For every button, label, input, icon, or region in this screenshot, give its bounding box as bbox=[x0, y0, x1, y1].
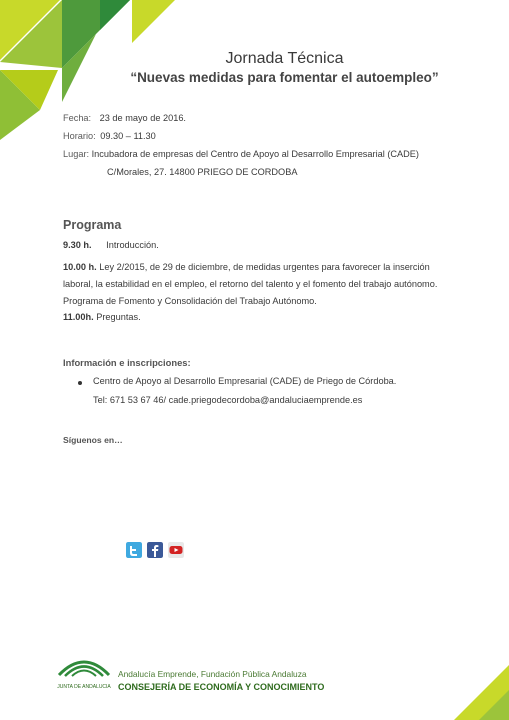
programa-item-2-line3: Programa de Fomento y Consolidación del Trabajo Autónomo. bbox=[63, 296, 317, 306]
fecha-value: 23 de mayo de 2016. bbox=[99, 113, 186, 123]
programa-text: Introducción. bbox=[106, 240, 159, 250]
bullet-icon bbox=[78, 381, 82, 385]
lugar-address: C/Morales, 27. 14800 PRIEGO DE CORDOBA bbox=[107, 167, 298, 177]
programa-item-2 bbox=[63, 262, 430, 272]
programa-item-1 bbox=[63, 240, 159, 250]
programa-time: 11.00h. bbox=[63, 312, 94, 322]
horario-value: 09.30 – 11.30 bbox=[100, 131, 156, 141]
programa-text: Ley 2/2015, de 29 de diciembre, de medidas urgentes para favorecer la inserción bbox=[99, 262, 430, 272]
programa-item-2-line2: laboral, la estabilidad en el empleo, el retorno del talento y el fomento del trabajo autónomo. bbox=[63, 279, 438, 289]
programa-title: Programa bbox=[63, 218, 122, 232]
footer-line-1: Andalucía Emprende, Fundación Pública Andaluza bbox=[118, 669, 307, 679]
horario-label: Horario: bbox=[63, 131, 96, 141]
programa-time: 9.30 h. bbox=[63, 240, 92, 250]
info-bullet-text: Centro de Apoyo al Desarrollo Empresarial (CADE) de Priego de Córdoba. bbox=[93, 376, 397, 386]
twitter-icon[interactable] bbox=[126, 542, 142, 558]
facebook-icon[interactable] bbox=[147, 542, 163, 558]
footer-line-2: CONSEJERÍA DE ECONOMÍA Y CONOCIMIENTO bbox=[118, 682, 325, 692]
lugar-label: Lugar: bbox=[63, 149, 90, 159]
corner-decoration-bottom bbox=[439, 650, 509, 720]
page-subtitle: “Nuevas medidas para fomentar el autoempleo” bbox=[130, 70, 439, 85]
lugar-value: Incubadora de empresas del Centro de Apoyo al Desarrollo Empresarial (CADE) bbox=[91, 149, 419, 159]
programa-item-3 bbox=[63, 312, 141, 322]
youtube-icon[interactable] bbox=[168, 542, 184, 558]
social-label: Síguenos en… bbox=[63, 435, 123, 445]
fecha-label: Fecha: bbox=[63, 113, 92, 123]
junta-andalucia-logo bbox=[55, 655, 113, 691]
info-contact: Tel: 671 53 67 46/ cade.priegodecordoba@andaluciaemprende.es bbox=[93, 395, 363, 405]
info-title: Información e inscripciones: bbox=[63, 357, 191, 368]
programa-text: Preguntas. bbox=[96, 312, 141, 322]
fecha-row bbox=[63, 113, 186, 123]
lugar-row bbox=[63, 149, 419, 159]
horario-row bbox=[63, 131, 156, 141]
page-title: Jornada Técnica bbox=[225, 50, 344, 67]
svg-text:JUNTA DE ANDALUCIA: JUNTA DE ANDALUCIA bbox=[57, 684, 111, 690]
programa-time: 10.00 h. bbox=[63, 262, 97, 272]
